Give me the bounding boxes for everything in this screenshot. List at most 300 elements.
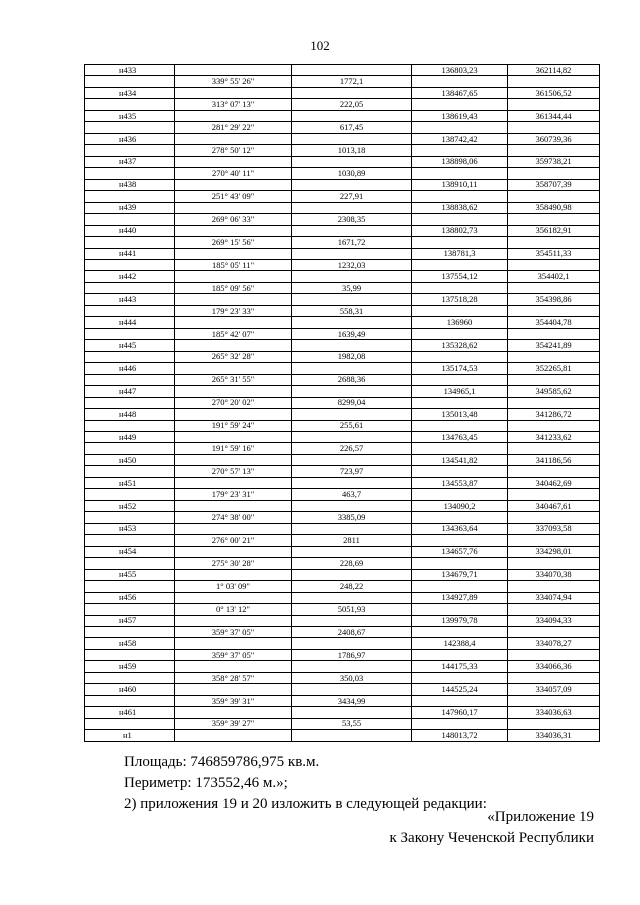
empty-cell — [412, 328, 508, 339]
empty-cell — [292, 386, 412, 397]
x-coordinate-cell: 135328,62 — [412, 340, 508, 351]
empty-cell — [175, 386, 292, 397]
y-coordinate-cell: 340462,69 — [508, 477, 600, 488]
segment-row — [85, 168, 600, 179]
appendix-header — [390, 807, 595, 849]
segment-length-cell: 1013,18 — [292, 145, 412, 156]
direction-angle-cell: 269° 15' 56" — [175, 237, 292, 248]
empty-cell — [292, 454, 412, 465]
point-name-cell: н445 — [85, 340, 175, 351]
point-row — [85, 638, 600, 649]
segment-length-cell: 1772,1 — [292, 76, 412, 87]
empty-cell — [85, 626, 175, 637]
empty-cell — [175, 317, 292, 328]
empty-cell — [292, 409, 412, 420]
empty-cell — [292, 500, 412, 511]
point-row — [85, 523, 600, 534]
y-coordinate-cell: 352265,81 — [508, 363, 600, 374]
segment-row — [85, 535, 600, 546]
empty-cell — [292, 225, 412, 236]
empty-cell — [175, 363, 292, 374]
segment-row — [85, 237, 600, 248]
segment-row — [85, 351, 600, 362]
y-coordinate-cell: 356182,91 — [508, 225, 600, 236]
segment-length-cell: 1232,03 — [292, 259, 412, 270]
point-name-cell: н446 — [85, 363, 175, 374]
empty-cell — [85, 489, 175, 500]
point-name-cell: н447 — [85, 386, 175, 397]
empty-cell — [412, 558, 508, 569]
segment-length-cell: 1671,72 — [292, 237, 412, 248]
empty-cell — [175, 409, 292, 420]
x-coordinate-cell: 134363,64 — [412, 523, 508, 534]
empty-cell — [292, 661, 412, 672]
x-coordinate-cell: 138838,62 — [412, 202, 508, 213]
empty-cell — [85, 168, 175, 179]
empty-cell — [508, 145, 600, 156]
empty-cell — [292, 87, 412, 98]
segment-row — [85, 76, 600, 87]
direction-angle-cell: 185° 42' 07" — [175, 328, 292, 339]
empty-cell — [85, 581, 175, 592]
segment-row — [85, 604, 600, 615]
x-coordinate-cell: 147960,17 — [412, 707, 508, 718]
y-coordinate-cell: 334070,38 — [508, 569, 600, 580]
segment-length-cell: 255,61 — [292, 420, 412, 431]
empty-cell — [412, 489, 508, 500]
direction-angle-cell: 1° 03' 09" — [175, 581, 292, 592]
segment-length-cell: 463,7 — [292, 489, 412, 500]
y-coordinate-cell: 341286,72 — [508, 409, 600, 420]
point-row — [85, 661, 600, 672]
point-row — [85, 202, 600, 213]
segment-length-cell: 1786,97 — [292, 649, 412, 660]
point-name-cell: н454 — [85, 546, 175, 557]
direction-angle-cell: 179° 23' 31" — [175, 489, 292, 500]
empty-cell — [85, 145, 175, 156]
empty-cell — [412, 374, 508, 385]
coordinates-table-body — [85, 65, 600, 742]
segment-row — [85, 626, 600, 637]
x-coordinate-cell: 138781,3 — [412, 248, 508, 259]
empty-cell — [85, 397, 175, 408]
y-coordinate-cell: 341233,62 — [508, 432, 600, 443]
x-coordinate-cell: 142388,4 — [412, 638, 508, 649]
point-name-cell: н459 — [85, 661, 175, 672]
area-text: Площадь: 746859786,975 кв.м. — [124, 754, 320, 770]
empty-cell — [175, 730, 292, 741]
page-number: 102 — [310, 38, 330, 53]
point-row — [85, 500, 600, 511]
x-coordinate-cell: 134927,89 — [412, 592, 508, 603]
x-coordinate-cell: 138467,65 — [412, 87, 508, 98]
point-row — [85, 110, 600, 121]
empty-cell — [412, 122, 508, 133]
y-coordinate-cell: 354241,89 — [508, 340, 600, 351]
empty-cell — [175, 454, 292, 465]
x-coordinate-cell: 138742,42 — [412, 133, 508, 144]
empty-cell — [412, 443, 508, 454]
empty-cell — [292, 592, 412, 603]
empty-cell — [412, 259, 508, 270]
point-row — [85, 294, 600, 305]
point-row — [85, 133, 600, 144]
empty-cell — [292, 523, 412, 534]
y-coordinate-cell: 359738,21 — [508, 156, 600, 167]
empty-cell — [292, 638, 412, 649]
direction-angle-cell: 270° 57' 13" — [175, 466, 292, 477]
point-row — [85, 248, 600, 259]
point-name-cell: н449 — [85, 432, 175, 443]
segment-row — [85, 259, 600, 270]
x-coordinate-cell: 135013,48 — [412, 409, 508, 420]
empty-cell — [508, 305, 600, 316]
x-coordinate-cell: 138619,43 — [412, 110, 508, 121]
empty-cell — [85, 351, 175, 362]
empty-cell — [292, 546, 412, 557]
empty-cell — [412, 695, 508, 706]
empty-cell — [412, 145, 508, 156]
y-coordinate-cell: 341186,56 — [508, 454, 600, 465]
y-coordinate-cell: 349585,62 — [508, 386, 600, 397]
point-row — [85, 156, 600, 167]
empty-cell — [85, 512, 175, 523]
direction-angle-cell: 270° 40' 11" — [175, 168, 292, 179]
empty-cell — [412, 626, 508, 637]
segment-row — [85, 558, 600, 569]
x-coordinate-cell: 138910,11 — [412, 179, 508, 190]
empty-cell — [292, 432, 412, 443]
empty-cell — [412, 466, 508, 477]
direction-angle-cell: 0° 13' 12" — [175, 604, 292, 615]
empty-cell — [292, 569, 412, 580]
segment-length-cell: 8299,04 — [292, 397, 412, 408]
segment-row — [85, 214, 600, 225]
x-coordinate-cell: 144525,24 — [412, 684, 508, 695]
empty-cell — [412, 397, 508, 408]
x-coordinate-cell: 134657,76 — [412, 546, 508, 557]
segment-row — [85, 374, 600, 385]
y-coordinate-cell: 334078,27 — [508, 638, 600, 649]
empty-cell — [508, 374, 600, 385]
y-coordinate-cell: 361344,44 — [508, 110, 600, 121]
segment-length-cell: 35,99 — [292, 282, 412, 293]
point-name-cell: н457 — [85, 615, 175, 626]
empty-cell — [508, 718, 600, 729]
direction-angle-cell: 270° 20' 02" — [175, 397, 292, 408]
empty-cell — [508, 328, 600, 339]
empty-cell — [508, 581, 600, 592]
point-name-cell: н433 — [85, 65, 175, 76]
empty-cell — [412, 351, 508, 362]
empty-cell — [175, 133, 292, 144]
segment-row — [85, 512, 600, 523]
empty-cell — [508, 99, 600, 110]
empty-cell — [508, 512, 600, 523]
segment-length-cell: 1982,08 — [292, 351, 412, 362]
empty-cell — [412, 76, 508, 87]
empty-cell — [292, 294, 412, 305]
x-coordinate-cell: 135174,53 — [412, 363, 508, 374]
x-coordinate-cell: 136803,23 — [412, 65, 508, 76]
empty-cell — [175, 546, 292, 557]
direction-angle-cell: 359° 37' 05" — [175, 649, 292, 660]
empty-cell — [175, 707, 292, 718]
direction-angle-cell: 339° 55' 26" — [175, 76, 292, 87]
empty-cell — [508, 76, 600, 87]
empty-cell — [412, 581, 508, 592]
empty-cell — [292, 65, 412, 76]
empty-cell — [85, 649, 175, 660]
empty-cell — [85, 99, 175, 110]
point-name-cell: н1 — [85, 730, 175, 741]
segment-length-cell: 2308,35 — [292, 214, 412, 225]
y-coordinate-cell: 340467,61 — [508, 500, 600, 511]
empty-cell — [292, 133, 412, 144]
point-row — [85, 386, 600, 397]
segment-row — [85, 489, 600, 500]
segment-length-cell: 617,45 — [292, 122, 412, 133]
point-row — [85, 684, 600, 695]
empty-cell — [85, 305, 175, 316]
y-coordinate-cell: 334036,31 — [508, 730, 600, 741]
x-coordinate-cell: 139979,78 — [412, 615, 508, 626]
appendix-title: «Приложение 19 — [487, 809, 594, 825]
y-coordinate-cell: 358490,98 — [508, 202, 600, 213]
point-name-cell: н460 — [85, 684, 175, 695]
perimeter-text: Периметр: 173552,46 м.»; — [124, 775, 288, 791]
point-row — [85, 65, 600, 76]
empty-cell — [508, 558, 600, 569]
empty-cell — [175, 248, 292, 259]
empty-cell — [412, 604, 508, 615]
empty-cell — [85, 214, 175, 225]
empty-cell — [508, 397, 600, 408]
empty-cell — [85, 259, 175, 270]
empty-cell — [412, 191, 508, 202]
empty-cell — [292, 340, 412, 351]
empty-cell — [85, 718, 175, 729]
appendix-law-reference: к Закону Чеченской Республики — [389, 830, 594, 846]
point-name-cell: н436 — [85, 133, 175, 144]
x-coordinate-cell: 137554,12 — [412, 271, 508, 282]
empty-cell — [175, 110, 292, 121]
segment-row — [85, 122, 600, 133]
direction-angle-cell: 179° 23' 33" — [175, 305, 292, 316]
point-name-cell: н451 — [85, 477, 175, 488]
empty-cell — [508, 191, 600, 202]
segment-row — [85, 695, 600, 706]
segment-row — [85, 443, 600, 454]
empty-cell — [175, 500, 292, 511]
point-name-cell: н461 — [85, 707, 175, 718]
point-name-cell: н442 — [85, 271, 175, 282]
empty-cell — [508, 443, 600, 454]
empty-cell — [508, 489, 600, 500]
empty-cell — [508, 672, 600, 683]
segment-length-cell: 53,55 — [292, 718, 412, 729]
empty-cell — [412, 99, 508, 110]
direction-angle-cell: 359° 39' 27" — [175, 718, 292, 729]
point-row — [85, 546, 600, 557]
point-name-cell: н452 — [85, 500, 175, 511]
y-coordinate-cell: 360739,36 — [508, 133, 600, 144]
direction-angle-cell: 269° 06' 33" — [175, 214, 292, 225]
direction-angle-cell: 278° 50' 12" — [175, 145, 292, 156]
point-name-cell: н435 — [85, 110, 175, 121]
empty-cell — [85, 328, 175, 339]
segment-row — [85, 145, 600, 156]
y-coordinate-cell: 334094,33 — [508, 615, 600, 626]
segment-length-cell: 226,57 — [292, 443, 412, 454]
direction-angle-cell: 251° 43' 09" — [175, 191, 292, 202]
empty-cell — [508, 420, 600, 431]
direction-angle-cell: 275° 30' 28" — [175, 558, 292, 569]
empty-cell — [508, 695, 600, 706]
direction-angle-cell: 185° 05' 11" — [175, 259, 292, 270]
y-coordinate-cell: 362114,82 — [508, 65, 600, 76]
direction-angle-cell: 359° 39' 31" — [175, 695, 292, 706]
direction-angle-cell: 191° 59' 24" — [175, 420, 292, 431]
empty-cell — [508, 626, 600, 637]
empty-cell — [85, 237, 175, 248]
segment-length-cell: 2688,36 — [292, 374, 412, 385]
segment-row — [85, 466, 600, 477]
empty-cell — [412, 237, 508, 248]
segment-length-cell: 723,97 — [292, 466, 412, 477]
empty-cell — [292, 110, 412, 121]
empty-cell — [292, 156, 412, 167]
amendment-item-text: 2) приложения 19 и 20 изложить в следующей редакции: — [124, 796, 487, 812]
empty-cell — [85, 558, 175, 569]
direction-angle-cell: 265° 31' 55" — [175, 374, 292, 385]
segment-row — [85, 99, 600, 110]
y-coordinate-cell: 354404,78 — [508, 317, 600, 328]
x-coordinate-cell: 134553,87 — [412, 477, 508, 488]
empty-cell — [175, 65, 292, 76]
segment-row — [85, 672, 600, 683]
empty-cell — [85, 282, 175, 293]
x-coordinate-cell: 138802,73 — [412, 225, 508, 236]
empty-cell — [175, 202, 292, 213]
x-coordinate-cell: 134965,1 — [412, 386, 508, 397]
empty-cell — [175, 179, 292, 190]
empty-cell — [508, 282, 600, 293]
empty-cell — [85, 420, 175, 431]
empty-cell — [175, 615, 292, 626]
empty-cell — [292, 363, 412, 374]
point-name-cell: н444 — [85, 317, 175, 328]
empty-cell — [508, 649, 600, 660]
empty-cell — [85, 695, 175, 706]
point-name-cell: н443 — [85, 294, 175, 305]
point-row-last — [85, 730, 600, 741]
empty-cell — [85, 122, 175, 133]
segment-length-cell: 2811 — [292, 535, 412, 546]
segment-row — [85, 718, 600, 729]
summary-block — [124, 752, 487, 815]
empty-cell — [412, 305, 508, 316]
segment-length-cell: 227,91 — [292, 191, 412, 202]
x-coordinate-cell: 134541,82 — [412, 454, 508, 465]
empty-cell — [292, 271, 412, 282]
empty-cell — [175, 477, 292, 488]
segment-row — [85, 397, 600, 408]
empty-cell — [412, 420, 508, 431]
empty-cell — [292, 202, 412, 213]
y-coordinate-cell: 334074,94 — [508, 592, 600, 603]
point-row — [85, 87, 600, 98]
empty-cell — [508, 122, 600, 133]
empty-cell — [175, 271, 292, 282]
empty-cell — [412, 672, 508, 683]
segment-length-cell: 350,03 — [292, 672, 412, 683]
point-row — [85, 592, 600, 603]
empty-cell — [508, 214, 600, 225]
empty-cell — [292, 179, 412, 190]
point-row — [85, 409, 600, 420]
empty-cell — [175, 661, 292, 672]
segment-length-cell: 1030,89 — [292, 168, 412, 179]
point-row — [85, 363, 600, 374]
point-row — [85, 707, 600, 718]
segment-row — [85, 649, 600, 660]
point-row — [85, 225, 600, 236]
empty-cell — [412, 214, 508, 225]
empty-cell — [85, 76, 175, 87]
empty-cell — [85, 374, 175, 385]
point-row — [85, 271, 600, 282]
direction-angle-cell: 358° 28' 57" — [175, 672, 292, 683]
point-name-cell: н437 — [85, 156, 175, 167]
point-row — [85, 477, 600, 488]
x-coordinate-cell: 136960 — [412, 317, 508, 328]
segment-length-cell: 228,69 — [292, 558, 412, 569]
empty-cell — [85, 604, 175, 615]
segment-row — [85, 581, 600, 592]
direction-angle-cell: 359° 37' 05" — [175, 626, 292, 637]
direction-angle-cell: 185° 09' 56" — [175, 282, 292, 293]
empty-cell — [85, 672, 175, 683]
point-row — [85, 432, 600, 443]
empty-cell — [175, 294, 292, 305]
empty-cell — [508, 466, 600, 477]
direction-angle-cell: 265° 32' 28" — [175, 351, 292, 362]
segment-row — [85, 305, 600, 316]
segment-length-cell: 5051,93 — [292, 604, 412, 615]
empty-cell — [508, 168, 600, 179]
y-coordinate-cell: 354402,1 — [508, 271, 600, 282]
empty-cell — [292, 248, 412, 259]
segment-length-cell: 3434,99 — [292, 695, 412, 706]
x-coordinate-cell: 144175,33 — [412, 661, 508, 672]
empty-cell — [412, 282, 508, 293]
empty-cell — [175, 432, 292, 443]
segment-length-cell: 1639,49 — [292, 328, 412, 339]
point-name-cell: н458 — [85, 638, 175, 649]
empty-cell — [175, 340, 292, 351]
y-coordinate-cell: 354511,33 — [508, 248, 600, 259]
point-name-cell: н448 — [85, 409, 175, 420]
segment-row — [85, 420, 600, 431]
segment-row — [85, 328, 600, 339]
empty-cell — [292, 477, 412, 488]
direction-angle-cell: 274° 38' 00" — [175, 512, 292, 523]
empty-cell — [85, 443, 175, 454]
direction-angle-cell: 313° 07' 13" — [175, 99, 292, 110]
point-name-cell: н453 — [85, 523, 175, 534]
y-coordinate-cell: 354398,86 — [508, 294, 600, 305]
